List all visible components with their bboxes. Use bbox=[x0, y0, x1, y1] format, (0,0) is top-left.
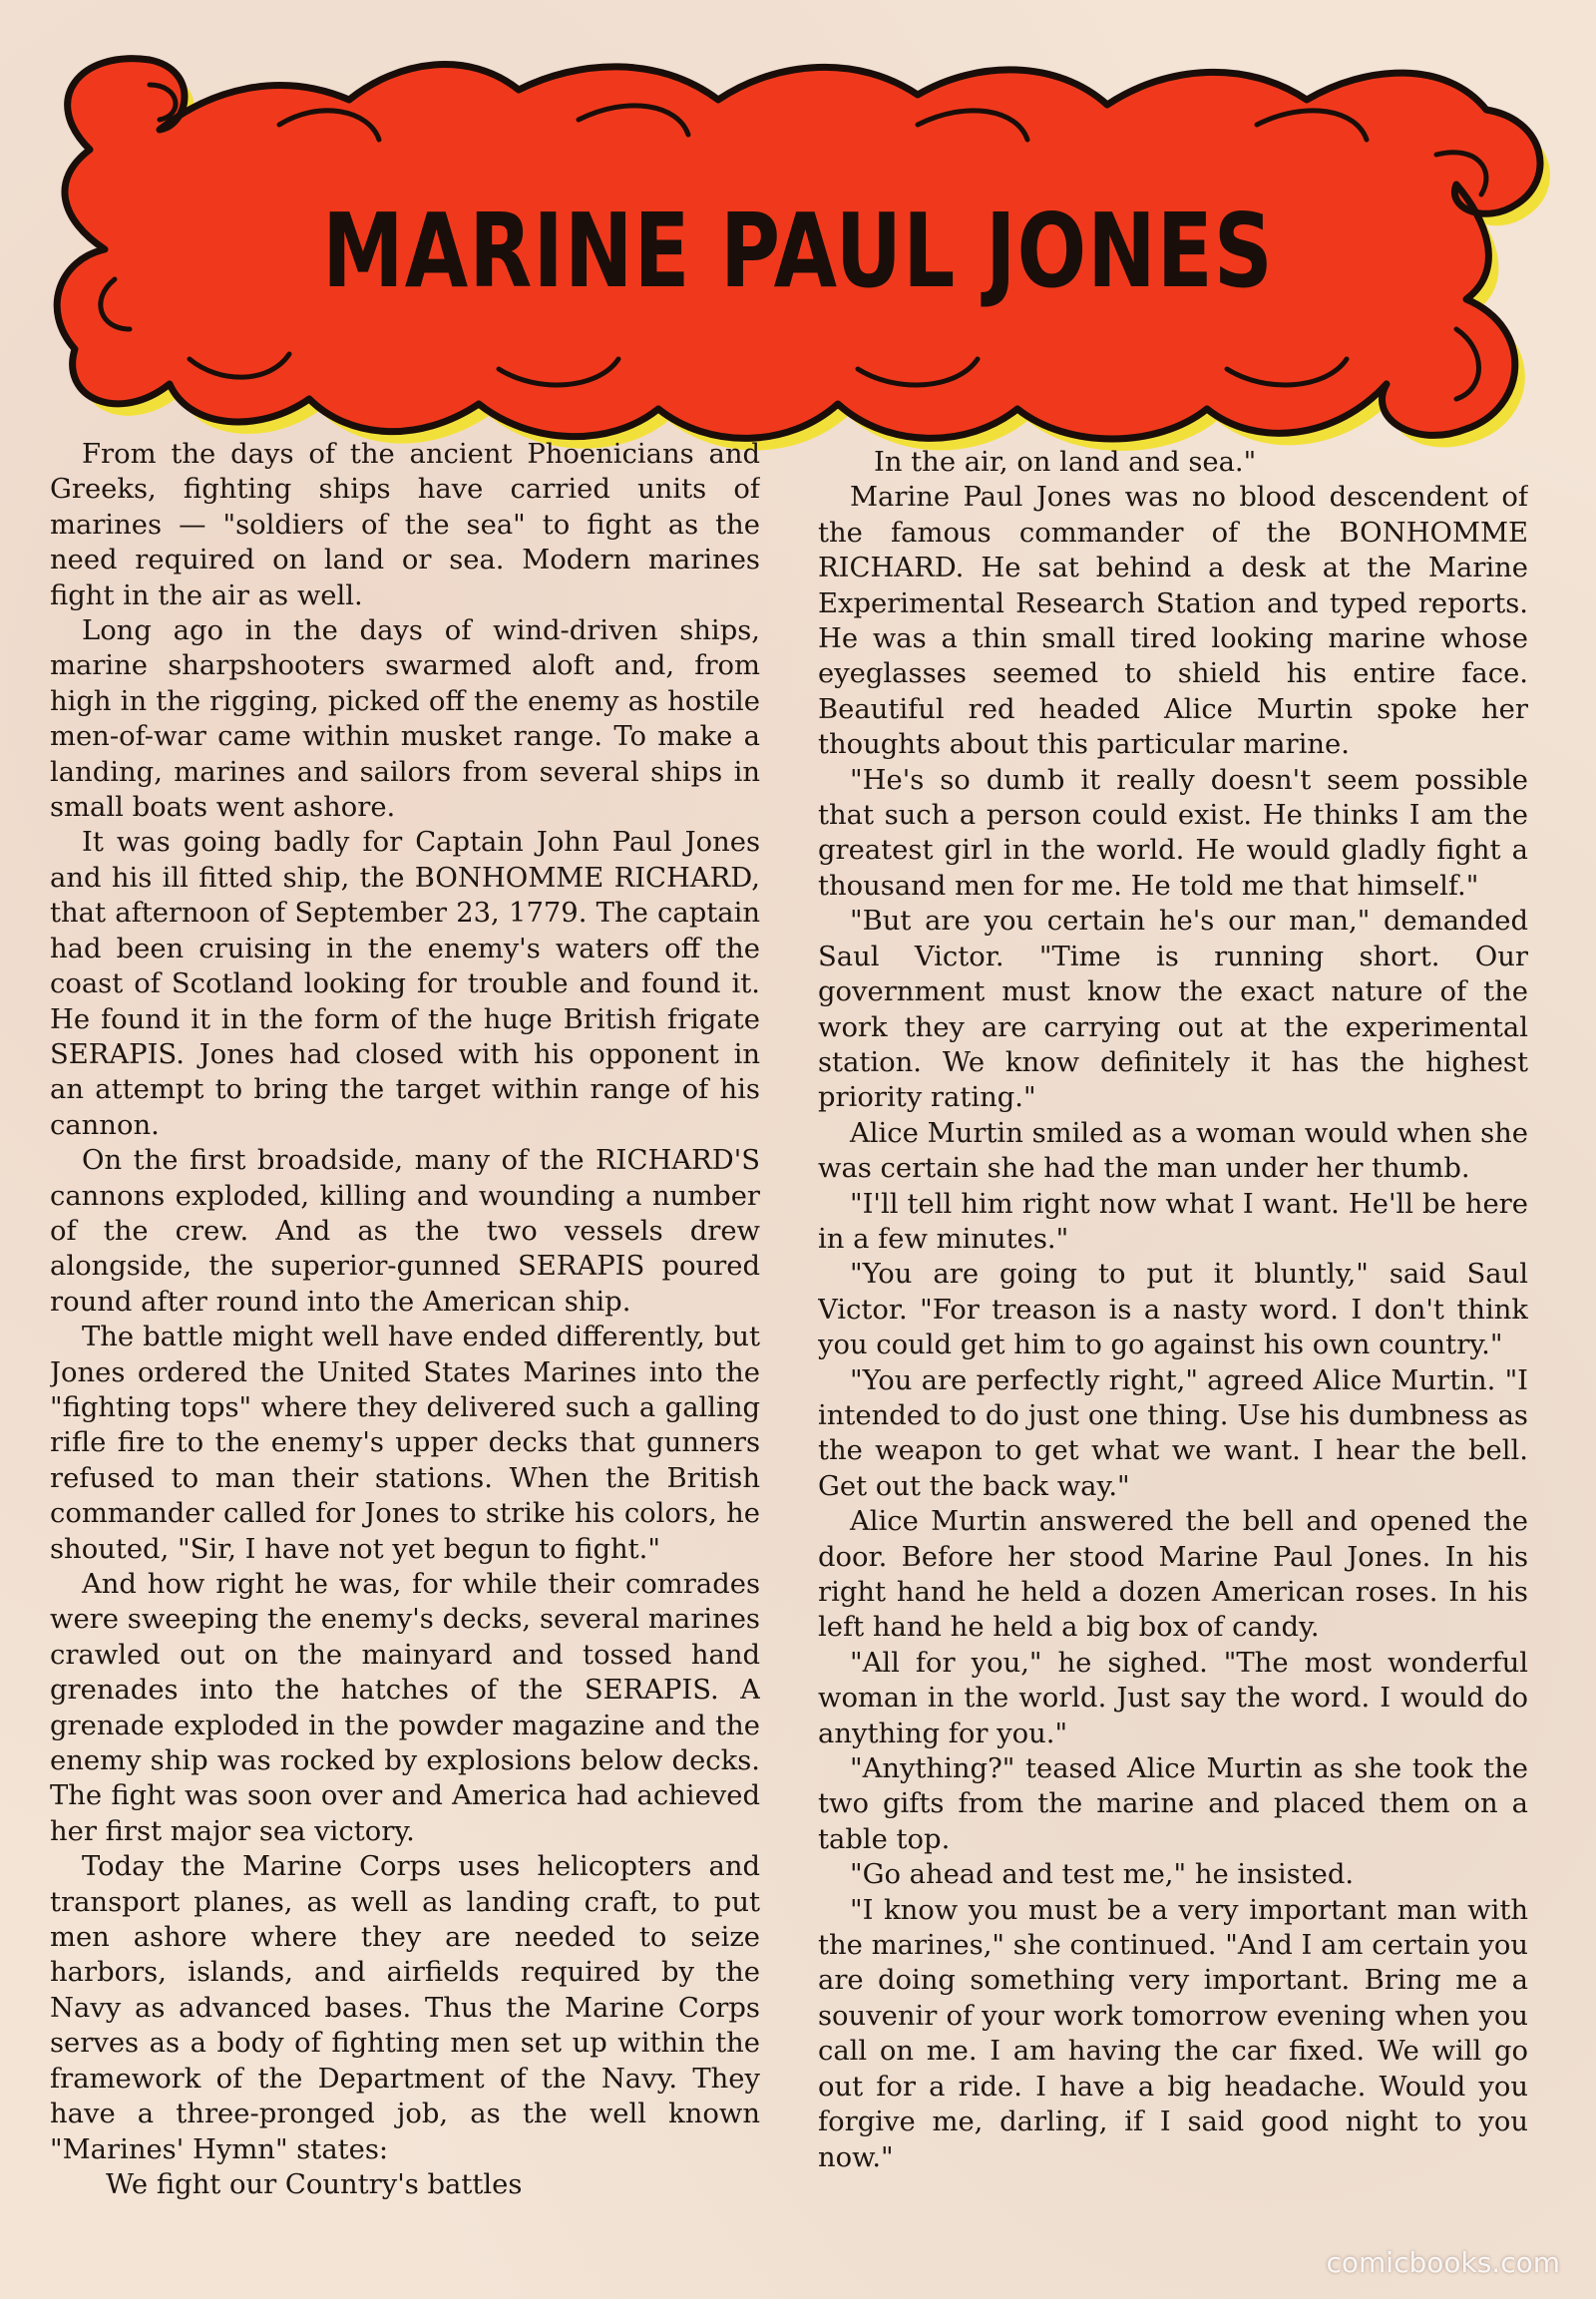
hymn-verse: In the air, on land and sea." bbox=[874, 447, 1257, 478]
paragraph: From the days of the ancient Phoenicians and Greeks, fighting ships have carried units of marines — "soldiers of the sea" to fight as the need required on land or sea. Modern marines fight in the air as well. bbox=[50, 439, 760, 611]
paragraph: "All for you," he sighed. "The most wonderful woman in the world. Just say the word. I would do anything for you." bbox=[818, 1647, 1528, 1749]
paragraph: And how right he was, for while their comrades were sweeping the enemy's decks, several marines crawled out on the mainyard and tossed hand grenades into the hatches of the SERAPIS. A grenade exploded in the powder magazine and the enemy ship was rocked by explosions below decks. The fight was soon over and America had achieved her first major sea victory. bbox=[50, 1569, 760, 1847]
right-column bbox=[818, 445, 1528, 2280]
paragraph: Alice Murtin answered the bell and opened the door. Before her stood Marine Paul Jones. In his right hand he held a dozen American roses. In his left hand he held a big box of candy. bbox=[818, 1506, 1528, 1644]
watermark: comicbooks.com bbox=[1326, 2246, 1560, 2279]
paragraph: The battle might well have ended differently, but Jones ordered the United States Marines into the "fighting tops" where they delivered such a galling rifle fire to the enemy's upper decks that gunners refused to man their stations. When the British commander called for Jones to strike his colors, he shouted, "Sir, I have not yet begun to fight." bbox=[50, 1322, 760, 1565]
page-title: MARINE PAUL JONES bbox=[322, 192, 1274, 311]
paragraph: "You are perfectly right," agreed Alice Murtin. "I intended to do just one thing. Use his dumbness as the weapon to get what we want. I hear the bell. Get out the back way." bbox=[818, 1364, 1528, 1502]
article-body bbox=[50, 437, 1546, 2272]
paragraph: "I'll tell him right now what I want. He'll be here in a few minutes." bbox=[818, 1188, 1528, 1255]
paragraph: Alice Murtin smiled as a woman would when she was certain she had the man under her thumb. bbox=[818, 1117, 1528, 1185]
paragraph: Today the Marine Corps uses helicopters and transport planes, as well as landing craft, to put men ashore where they are needed to seize harbors, islands, and airfields required by the Navy as advanced bases. Thus the Marine Corps serves as a body of fighting men set up within the framework of the Department of the Navy. They have a three-pronged job, as the well known "Marines' Hymn" states: bbox=[50, 1851, 760, 2165]
left-column bbox=[50, 437, 760, 2272]
title-banner bbox=[20, 30, 1576, 459]
paragraph: Marine Paul Jones was no blood descendent of the famous commander of the BONHOMME RICHARD. He sat behind a desk at the Marine Experimental Research Station and typed reports. He was a thin small tired looking marine whose eyeglasses seemed to shield his entire face. Beautiful red headed Alice Murtin spoke her thoughts about this particular marine. bbox=[818, 482, 1528, 761]
paragraph: "I know you must be a very important man with the marines," she continued. "And I am certain you are doing something very important. Bring me a souvenir of your work tomorrow evening when you call on me. I am having the car fixed. We will go out for a ride. I have a big headache. Would you forgive me, darling, if I said good night to you now." bbox=[818, 1894, 1528, 2173]
paragraph: "Anything?" teased Alice Murtin as she took the two gifts from the marine and placed them on a table top. bbox=[818, 1753, 1528, 1855]
paragraph: It was going badly for Captain John Paul Jones and his ill fitted ship, the BONHOMME RICHARD, that afternoon of September 23, 1779. The captain had been cruising in the enemy's waters off the coast of Scotland looking for trouble and found it. He found it in the form of the huge British frigate SERAPIS. Jones had closed with his opponent in an attempt to bring the target within range of his cannon. bbox=[50, 827, 760, 1141]
paragraph: "You are going to put it bluntly," said Saul Victor. "For treason is a nasty word. I don't think you could get him to go against his own country." bbox=[818, 1259, 1528, 1361]
paragraph: Long ago in the days of wind-driven ships, marine sharpshooters swarmed aloft and, from high in the rigging, picked off the enemy as hostile men-of-war came within musket range. To make a landing, marines and sailors from several ships in small boats went ashore. bbox=[50, 615, 760, 824]
paragraph: "But are you certain he's our man," demanded Saul Victor. "Time is running short. Our government must know the exact nature of the work they are carrying out at the experimental station. We know definitely it has the highest priority rating." bbox=[818, 906, 1528, 1114]
paragraph: "Go ahead and test me," he insisted. bbox=[850, 1859, 1355, 1891]
paragraph: "He's so dumb it really doesn't seem possible that such a person could exist. He thinks I am the greatest girl in the world. He would gladly fight a thousand men for me. He told me that himself." bbox=[818, 764, 1528, 902]
paragraph: On the first broadside, many of the RICHARD'S cannons exploded, killing and wounding a number of the crew. And as the two vessels drew alongside, the superior-gunned SERAPIS poured round after round into the American ship. bbox=[50, 1145, 760, 1318]
hymn-verse: We fight our Country's battles bbox=[106, 2168, 523, 2200]
